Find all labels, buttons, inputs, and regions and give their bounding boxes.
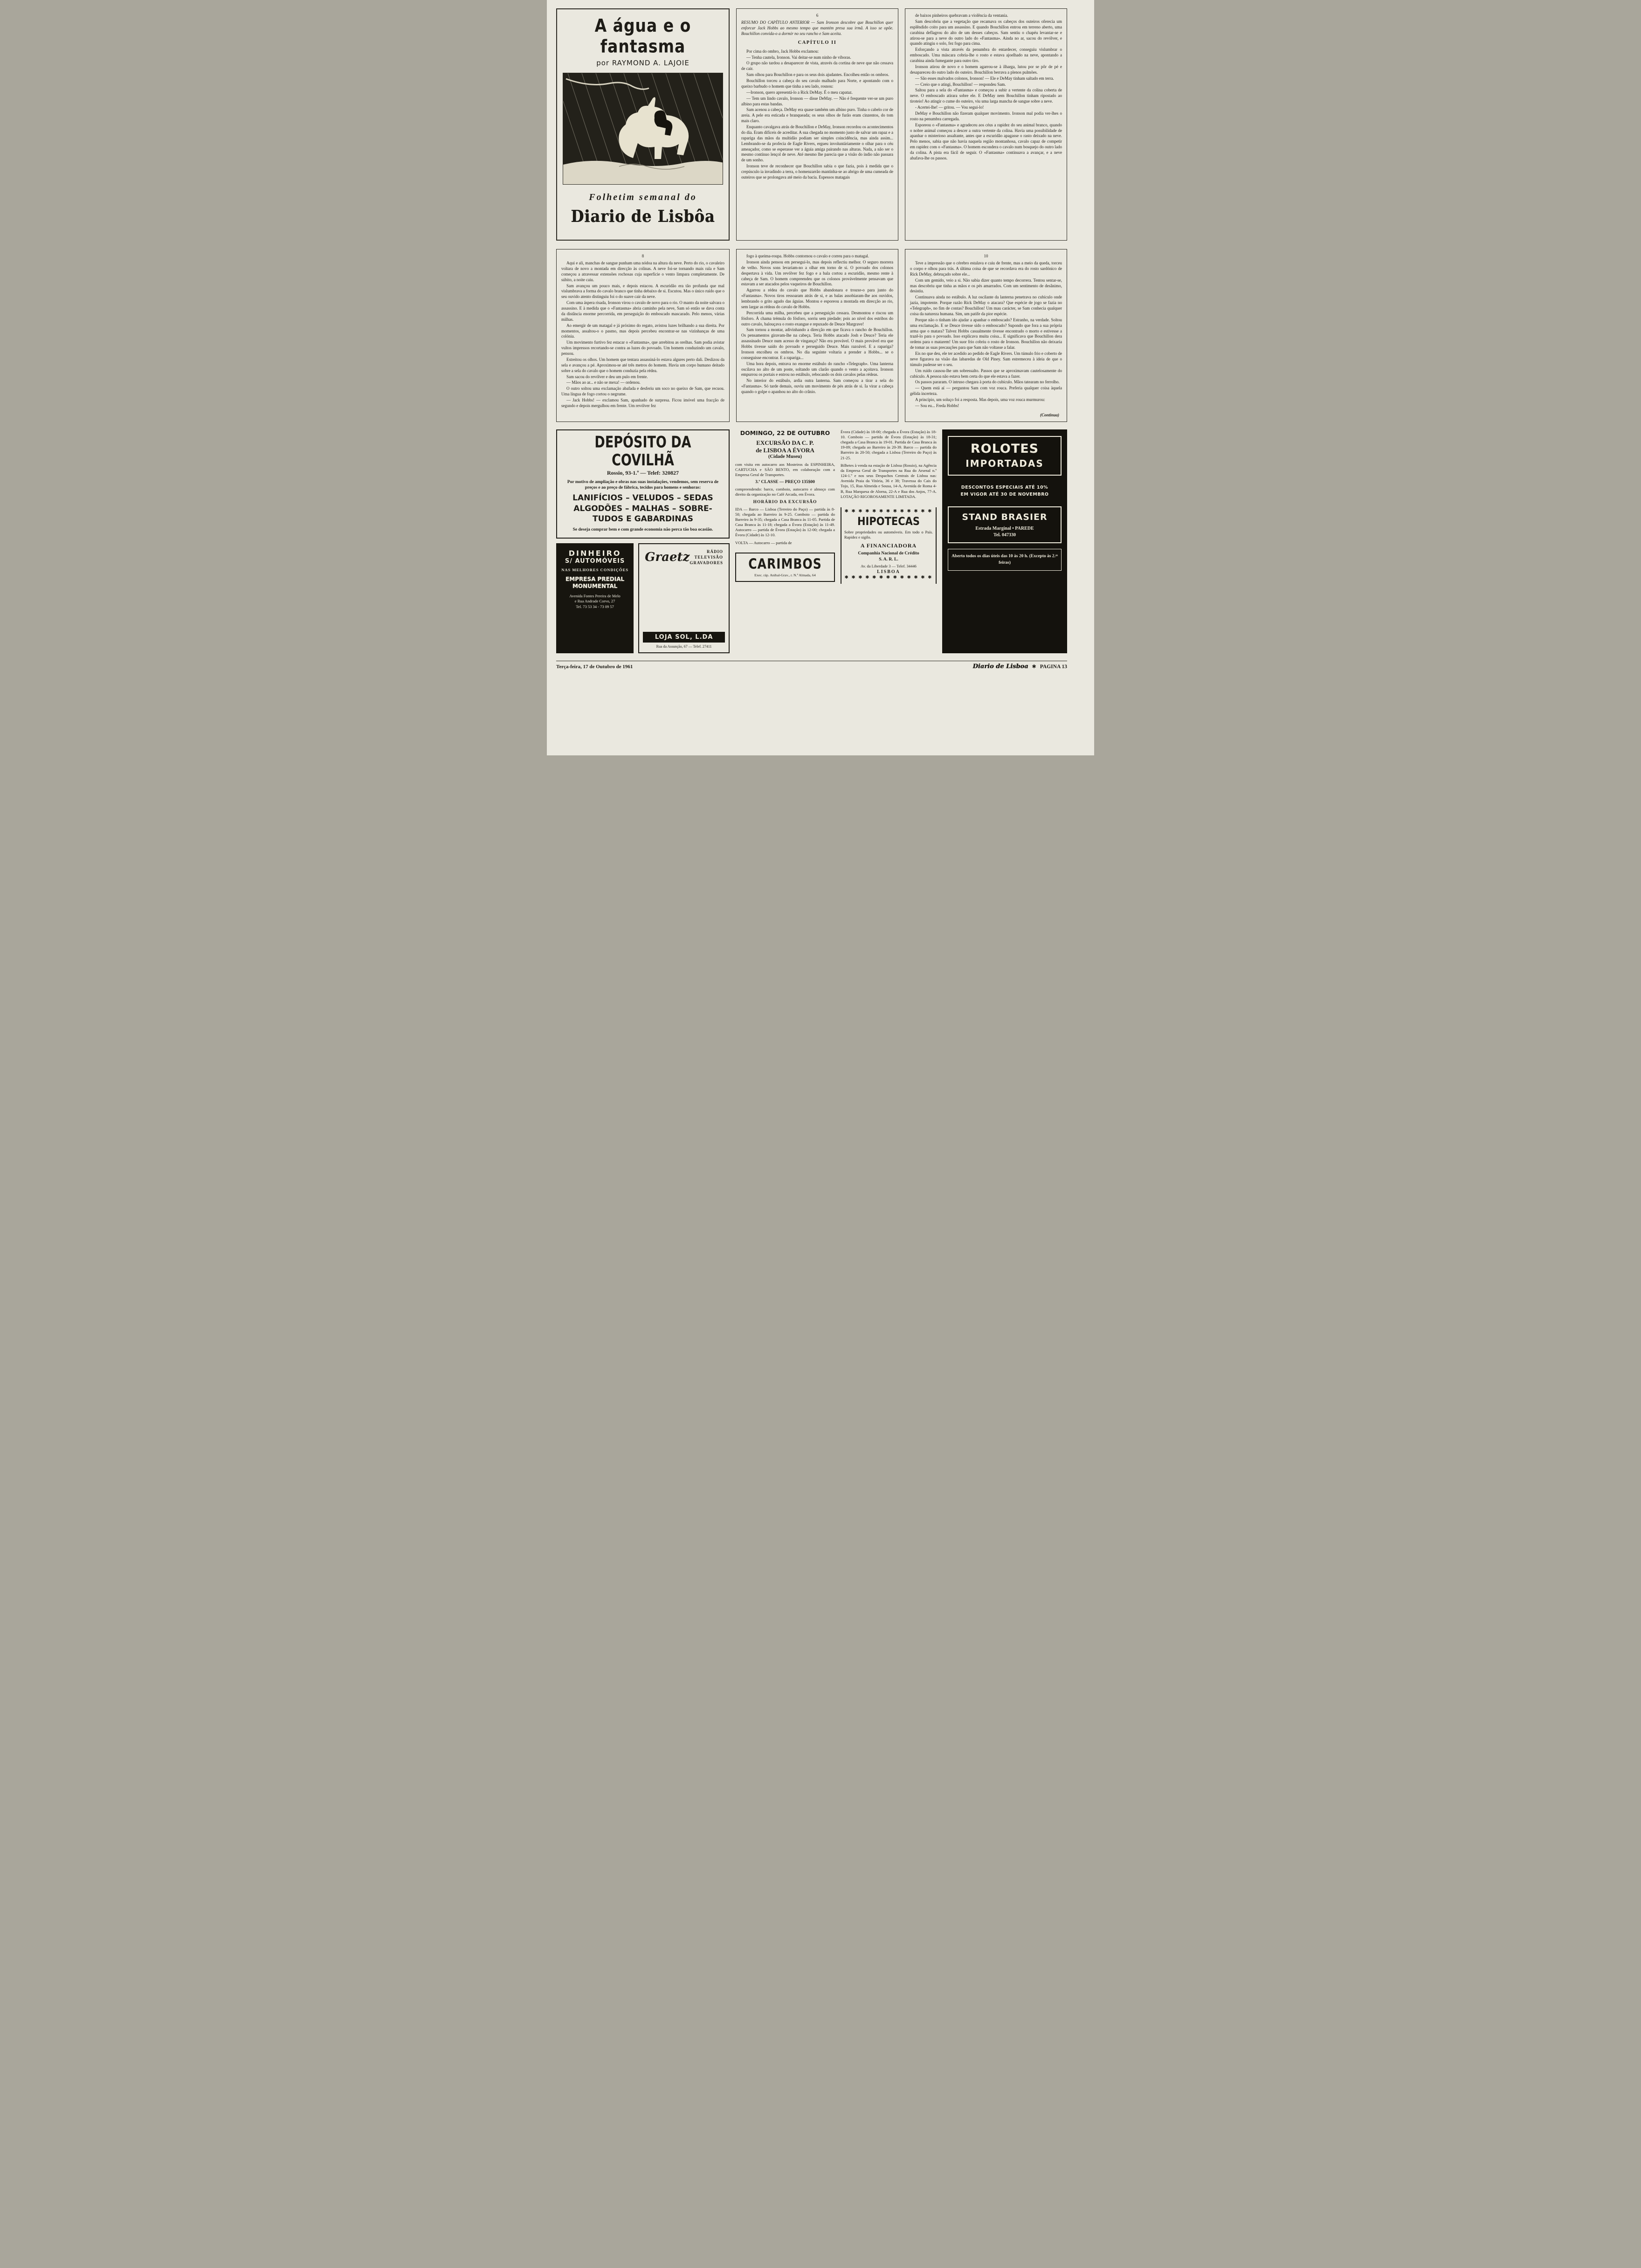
paragraph: Ironson ainda pensou em persegui-lo, mas depois reflectiu melhor. O seguro morrera de velho. Novos sons levariam-no a olhar em torno de si. O povoado dos colonos despertava à vida. Um revólver fez fogo e a bala cortou a escuridão, mesmo rente à cabeça de Sam. O homem compreendeu que os colonos provávelmente pensavam que estavam a ser atacados pelos vaqueiros de Bouchillon. xyxy=(741,259,893,287)
paragraph: — Jack Hobbs! — exclamou Sam, apanhado de surpresa. Ficou imóvel uma fracção de segundo e depois mergulhou em frente. Um revólver fez xyxy=(561,398,724,408)
ad-hipotecas-title: HIPOTECAS xyxy=(857,515,920,528)
ad-rolotes-body xyxy=(948,480,1062,502)
ad-covilha-footer: Se deseja comprar bem e com grande economia não perca tão boa ocasião. xyxy=(572,527,713,532)
paragraph: Eis no que deu, ele ter acedido ao pedido de Eagle Rivers. Um túmulo frio e coberto de neve figurava na visão das labaredas de Old Piney. Sam estremeceu à ideia de que o túmulo pudesse ser o seu. xyxy=(910,351,1062,367)
ad-hipotecas-company2: S. A. R. L. xyxy=(879,557,898,562)
ads-left-subrow xyxy=(556,543,730,653)
ad-excursion-column-1 xyxy=(735,429,835,653)
ad-hipotecas-financiadora: A FINANCIADORA xyxy=(860,542,917,549)
story-column-3 xyxy=(556,249,730,422)
paragraph: No interior do estábulo, ardia outra lanterna. Sam começou a tirar a sela do «Fantasma». Só tarde demais, ouviu um movimento de pés atrás de si. Ia virar a cabeça quando o golpe o apanhou no alto do crânio. xyxy=(741,378,893,394)
ad-carimbos xyxy=(735,553,835,582)
ad-covilha-products xyxy=(563,493,723,524)
paragraph: LANIFÍCIOS – VELUDOS – SEDAS xyxy=(572,493,713,503)
ad-excursion-tickets: Bilhetes à venda na estação de Lisboa (Rossio), na Agência da Empresa Geral de Transportes na Rua do Arsenal n.º 124-1.º e nos seus Despachos Centrais de Lisboa nas: Avenida Praia da Vitória, 36 e 38; Travessa do Cais do Tojo, 15, Rua Almeida e Sousa, 14-A, Avenida de Roma 4-B, Rua Marquesa de Alorna, 22-A e Rua dos Anjos, 77-A. LOTAÇÃO RIGOROSAMENTE LIMITADA. xyxy=(841,463,937,499)
column-page-number: 10 xyxy=(984,254,988,258)
paragraph: — Mãos ao ar... e não se mexa! — ordenou. xyxy=(566,380,641,385)
ad-dark-strip xyxy=(942,429,1067,653)
star-icon: ✱ xyxy=(1032,664,1036,670)
paragraph: A princípio, um soluço foi a resposta. Mas depois, uma voz rouca murmurou: xyxy=(915,397,1045,402)
paragraph: Porque não o tinham ido ajudar a apanhar o emboscado? Estranho, na verdade. Soltou uma exclamação. E se Deuce tivesse sido o emboscado? Supondo que fora a sua própria arma que o matara? Talvez Hobbs casualmente tivesse encontrado o morto e estivesse a trazê-lo para o povoado. Isso explicava muita coisa... E significava que Bouchillon dera ordens para o matarem! Um suor frio cobriu o rosto de Ironson. Bouchillon não deixaria de tomar as suas precauções para que Sam não voltasse a falar. xyxy=(910,317,1062,350)
ad-brasier-hours: Aberto todos os dias úteis das 10 às 20 h. (Excepto às 2.ᵃˢ feiras) xyxy=(948,549,1062,571)
ads-left-column xyxy=(556,429,730,653)
ad-hipotecas-body: Sobre propriedades ou automóveis. Em todo o País. Rapidez e sigilo. xyxy=(844,529,933,540)
ad-graetz-header xyxy=(643,548,725,567)
ad-excursion-title1: EXCURSÃO DA C. P. xyxy=(756,439,814,446)
ad-dinheiro-tel: Tel. 73 53 34 - 73 09 57 xyxy=(576,604,614,609)
ad-carimbos-line: Exec. ráp. Anibal-Grav., r. N.ª Almada, 64 xyxy=(754,573,816,577)
paragraph: Estreitou os olhos. Um homem que tentara assassiná-lo estava algures perto dali. Deslizou da sela e avançou a pé. Aproximou-se até três metros do homem. Havia um corpo humano deitado sobre a sela do cavalo que o homem conduzia pela rédea. xyxy=(561,357,724,373)
ad-dinheiro-address1: Avenida Fontes Pereira de Melo xyxy=(569,593,621,598)
ad-hipotecas xyxy=(841,507,937,584)
paragraph: Enquanto cavalgava atrás de Bouchillon e DeMay, Ironson recordou os acontecimentos do dia. Eram difíceis de acreditar. A sua chegada no momento justo de salvar um rapaz e a rapariga das mãos da multidão podiam ser simples coincidência, mas ainda assim... Lembrando-se da profecia de Eagle Rivers, ergueu involuntáriamente o olhar para o céu ameaçador, como se esperasse ver a águia amiga pairando nas alturas. Nada, a não ser o mesmo contínuo lençol de neve. Até mesmo lhe parecia que a visão do índio não passara de um sonho. xyxy=(741,124,893,163)
paragraph: Aqui e ali, manchas de sangue punham uma nódoa na altura da neve. Perto do rio, o cavaleiro voltara de novo a montada em direcção às colinas. A neve foi-se tornando mais rala e Sam começou a atravessar extensões rochosas cuja superfície o vento limpara completamente. De súbito, a noite caiu. xyxy=(561,261,724,282)
paragraph: Um ruído causou-lhe um sobressalto. Passos que se aproximavam cautelosamente do cubículo. A pessoa não estava bem certa do que ele estava a fazer. xyxy=(910,368,1062,379)
story-column-1 xyxy=(736,8,898,241)
paragraph: Sam avançou um pouco mais, e depois estacou. A escuridão era tão profunda que mal vislumbrava a forma do cavalo branco que tinha debaixo de si. Escutou. Mas o único ruído que o seu ouvido atento distinguiu foi o do suave cair da neve. xyxy=(561,283,724,299)
ad-covilha-title: DEPÓSITO DA COVILHÃ xyxy=(594,433,691,470)
ad-dinheiro-address2: e Rua Andrade Corvo, 27 xyxy=(574,599,615,604)
paragraph: — São esses malvados colonos, Ironson! — Ele e DeMay tinham saltado em terra. xyxy=(915,76,1054,81)
paragraph: Percorrida uma milha, percebeu que a perseguição cessara. Desmontou e riscou um fósforo. À chama trémula do fósforo, sorriu sem piedade; pois ao nível dos estribos do outro cavalo, balouçava o rosto exangue e repuxado de Deuce Margrave! xyxy=(741,310,893,326)
ad-hipotecas-company1: Companhia Nacional de Crédito xyxy=(858,551,919,556)
paragraph: Os passos pararam. O intruso chegara à porta do cubículo. Mãos tatearam no ferrolho. xyxy=(915,380,1060,385)
paragraph: Sam descobriu que a vegetação que recamava os cabeços dos outeiros oferecia um esplêndido coito para um assassino. E quando Bouchillon entrou em terreno aberto, uma carabina deflagrou do alto de um desses cabeços. Sam sentiu o chapéu levantar-se e atirou-se para a neve do outro lado do «Fantasma». Ainda no ar, sacou do revólver, e quando atingiu o solo, fez fogo para cima. xyxy=(910,19,1062,46)
page-footer xyxy=(556,661,1067,670)
ad-rolotes-validity: EM VIGOR ATÉ 30 DE NOVEMBRO xyxy=(960,491,1049,497)
paragraph: de baixos pinheiros quebravam a violência da ventania. xyxy=(915,13,1008,18)
ad-hipotecas-city: LISBOA xyxy=(877,569,900,575)
paragraph: fogo à queima-roupa. Hobbs contornou o cavalo e correu para o matagal. xyxy=(746,254,869,258)
ad-brasier-tel: Tel. 047330 xyxy=(993,532,1016,538)
ads-right-column xyxy=(942,429,1067,653)
ad-excursion-heading: DOMINGO, 22 DE OUTUBRO xyxy=(740,429,830,436)
chapter-heading: CAPÍTULO II xyxy=(798,40,837,45)
ad-deposito-covilha xyxy=(556,429,730,539)
ad-graetz-products xyxy=(689,549,723,566)
story-text xyxy=(910,261,1062,409)
footer-paper-name: Diario de Lisboa xyxy=(972,663,1028,670)
ad-graetz-line1: RÁDIO xyxy=(706,549,723,554)
paragraph: Ironson atirou de novo e o homem agarrou-se à ilharga, lutou por se pôr de pé e desapareceu do outro lado do outeiro. Bouchillon berrava a plenos pulmões. xyxy=(910,64,1062,75)
ad-rolotes-title: ROLOTES xyxy=(948,436,1062,457)
footer-page-number: PAGINA 13 xyxy=(1040,664,1067,670)
ad-carimbos-title: CARIMBOS xyxy=(748,555,822,572)
paragraph: Sam sacou do revólver e deu um pulo em frente. xyxy=(566,374,648,379)
paragraph: Saltou para a sela do «Fantasma» e começou a subir a vertente da colina coberta de neve. O emboscado atirara sobre ele. E DeMay nem Bouchillon tinham ripostado ao tiroteio! Ao atingir o cume do outeiro, viu uma larga mancha de sangue sobre a neve. xyxy=(910,88,1062,104)
ad-excursion-title3: (Cidade Museu) xyxy=(768,454,802,459)
serial-masthead xyxy=(556,8,730,241)
ad-graetz xyxy=(638,543,730,653)
story-text xyxy=(741,49,893,180)
ad-excursion-volta-start: VOLTA — Autocarro — partida de xyxy=(735,540,792,545)
woodcut-illustration-svg xyxy=(563,73,723,185)
ad-covilha-body: Por motivo de ampliação e obras nas suas instalações, vendemos, sem reserva de preços e ao preço de fábrica, tecidos para homens e senhoras: xyxy=(567,479,719,491)
paragraph: — Sou eu... Freda Hobbs! xyxy=(915,403,959,408)
ad-graetz-line2: TELEVISÃO xyxy=(694,554,723,560)
story-illustration xyxy=(563,73,723,185)
ad-covilha-address: Rossio, 93-1.º — Telef: 320827 xyxy=(607,469,679,476)
asterisk-border-bottom: ✱ ✱ ✱ ✱ ✱ ✱ ✱ ✱ ✱ ✱ ✱ ✱ ✱ xyxy=(844,575,933,581)
ad-graetz-address: Rua da Assunção, 67 — Telef. 27411 xyxy=(656,644,712,649)
top-row xyxy=(556,8,1067,241)
paragraph: —Ironson, quero apresentá-lo a Rick DeMay. É o meu capataz. xyxy=(746,90,853,95)
ad-graetz-shop: LOJA SOL, L.DA xyxy=(643,632,725,643)
story-text xyxy=(561,261,724,409)
paragraph: Sam olhou para Bouchillon e para os seus dois ajudantes. Encolheu então os ombros. xyxy=(746,72,889,77)
paragraph: ALGODÕES – MALHAS – SOBRE- xyxy=(573,504,712,513)
ad-excursion-ida: IDA — Barco — Lisboa (Terreiro do Paço) — partida às 8-50; chegada ao Barreiro às 9-25. Comboio — partida do Barreiro às 9-35; chegada a Casa Branca às 11-05. Partida de Casa Branca às 11-18; chegada a Évora (Estação) às 11-49. Autocarro — partida de Évora (Estação) às 12-00; chegada a Évora (Cidade) às 12-10. xyxy=(735,506,835,538)
ad-dinheiro-automoveis xyxy=(556,543,634,653)
paragraph: Esporeou o «Fantasma» e agradeceu aos céus a rapidez do seu animal branco, quando o nobre animal começou a descer a outra vertente da colina. Havia uma possibilidade de apanhar o misterioso assaltante, antes que a escuridão apagasse o rasto deixado na neve. Pelo menos, sabia que não havia naquela região montanhosa, cavalo capaz de competir em rapidez com o «Fantasma». O homem escondera o cavalo num bosquejo do outro lado da colina. A pista era fácil de seguir. O «Fantasma» continuava a avançar, e a neve abafava-lhe os passos. xyxy=(910,122,1062,160)
paragraph: Esforçando a vista através da penumbra do entardecer, conseguiu vislumbrar o emboscado. Uma máscara cobria-lhe o rosto e estava ajoelhado na neve, apontando a carabina ainda fumegante para outro tiro. xyxy=(910,47,1062,63)
ad-excursion-schedule-heading: HORÁRIO DA EXCURSÃO xyxy=(753,499,817,505)
serial-tagline: Folhetim semanal do xyxy=(589,192,697,202)
paragraph: O outro soltou uma exclamação abafada e desferiu um soco no queixo de Sam, que recuou. Uma língua de fogo cortou o negrume. xyxy=(561,386,724,397)
ad-excursion-intro: com visita em autocarro aos Mosteiros da ESPINHEIRA, CARTUCHA e SÃO BENTO, em colaboração com a Empresa Geral de Transportes. xyxy=(735,462,835,477)
paragraph: Sam tornou a montar, adivinhando a direcção em que ficava o rancho de Bouchillon. Os pensamentos giravam-lhe na cabeça. Teria Hobbs atacado Josh e Deuce? Teria ele assassinado Deuce num acesso de vingança? Não era provável. O mais provável era que Hobbs tivesse saído do povoado e perseguido Deuce. Mais razoável. E a rapariga? Ironson encolheu os ombros. No dia seguinte voltaria a prender a Hobbs... se o conseguisse encontrar. E a rapariga... xyxy=(741,327,893,360)
ad-brasier-address: Estrada Marginal • PAREDE xyxy=(975,526,1034,532)
advertisements-row xyxy=(556,429,1067,653)
ad-rolotes-discount: DESCONTOS ESPECIAIS ATÉ 10% xyxy=(961,484,1048,490)
story-text xyxy=(910,13,1062,161)
serial-title: A água e o fantasma xyxy=(594,15,691,57)
to-be-continued: (Continua) xyxy=(1040,412,1059,417)
paragraph: — Creio que o atingi, Bouchillon! — respondeu Sam. xyxy=(915,82,1006,87)
story-column-2 xyxy=(905,8,1067,241)
paragraph: DeMay e Bouchillon não fizeram qualquer movimento. Ironson mal podia ver-lhes o rosto na penumbra carregada. xyxy=(910,111,1062,121)
ad-dinheiro-line2: S/ AUTOMÓVEIS xyxy=(565,557,625,565)
paragraph: Agarrou a rédea do cavalo que Hobbs abandonara e trouxe-o para junto do «Fantasma». Novos tiros ressoaram atrás de si, e as balas assobiaram-lhe aos ouvidos, lembrando o grito agudo das águias. Montou e esporeou a montada em direcção ao rio, sem largar as rédeas do cavalo de Hobbs. xyxy=(741,288,893,309)
newspaper-page xyxy=(547,0,1094,755)
ad-excursion-includes: compreendendo: barco, comboio, autocarro e almoço com direito da organização no Café Arcada, em Évora. xyxy=(735,487,835,497)
paragraph: — Tem um lindo cavalo, Ironson — disse DeMay. — Não é frequente ver-se um puro albino para estas bandas. xyxy=(741,96,893,106)
paragraph: Continuava ainda no estábulo. A luz oscilante da lanterna penetrava no cubículo onde jazia, impotente. Porque razão Rick DeMay o atacara? Que espécie de jogo se fazia no «Telegraph», no fim de contas? Bouchillon! Um mau carácter, se Sam conhecia qualquer coisa da natureza humana. Sim, um patife da pior espécie. xyxy=(910,295,1062,316)
paragraph: Teve a impressão que o cérebro estalava e caiu de frente, mas a meio da queda, torceu o corpo e olhou para trás. A última coisa de que se recordava era do rosto sardónico de Rick DeMay, debruçado sobre ele... xyxy=(910,261,1062,277)
paragraph: Sam acenou a cabeça. DeMay era quase também um albino puro. Tinha o cabelo cor de areia. A pele era esticada e branqueada; os seus olhos de furão eram cinzentos, do tom mais claro. xyxy=(741,107,893,124)
ad-graetz-line3: GRAVADORES xyxy=(689,560,723,565)
ad-excursion-class-price: 3.ª CLASSE — PREÇO 135$00 xyxy=(755,480,815,485)
paragraph: Com uma áspera risada, Ironson virou o cavalo de novo para o rio. O manto da noite salvara o assassino. E à medida que o «Fantasma» abria caminho pela neve, Sam só então se dava conta da distância enorme percorrida, em perseguição do emboscado mascarado. Pelo menos, várias milhas. xyxy=(561,300,724,322)
paragraph: Ironson teve de reconhecer que Bouchillon sabia o que fazia, pois à medida que o crepúsculo ia invadindo a terra, o homenzarrão mantinha-se ao abrigo de uma cumeada de outeiros que se prolongava até meio da bacia. Espessos matagais xyxy=(741,164,893,180)
ad-rolotes-subtitle: IMPORTADAS xyxy=(948,457,1062,476)
paragraph: — Tenha cautela, Ironson. Vai deitar-se num ninho de víboras. xyxy=(746,55,851,60)
column-page-number: 6 xyxy=(816,13,819,18)
footer-right xyxy=(972,663,1067,670)
paragraph: Com um gemido, veio a si. Não sabia dizer quanto tempo decorrera. Tentou sentar-se, mas descobriu que tinha as mãos e os pés amarrados. Com um sentimento de desânimo, desistiu. xyxy=(910,277,1062,294)
story-text xyxy=(741,254,893,395)
paragraph: Um movimento furtivo fez estacar o «Fantasma», que arrebitou as orelhas. Sam podia avistar vultos impressos recortando-se contra as luzes do povoado. Um homem conduzindo um cavalo, pensou. xyxy=(561,340,724,356)
story-column-4 xyxy=(736,249,898,422)
ad-dinheiro-line3: NAS MELHORES CONDIÇÕES xyxy=(561,567,629,572)
story-column-5 xyxy=(905,249,1067,422)
ad-excursion-title2: de LISBOA A ÉVORA xyxy=(756,446,814,454)
paragraph: Por cima do ombro, Jack Hobbs exclamou: xyxy=(746,48,819,54)
paragraph: Ao emergir de um matagal e já próximo do regato, avistou luzes brilhando a sua direita. Por momentos, assaltou-o o pasmo, mas depois percebeu encontrar-se nas vizinhanças de uma colónia. xyxy=(561,323,724,339)
paragraph: - Acertei-lhe! — gritou. — Vou segui-lo! xyxy=(915,105,984,110)
newspaper-logo: Diario de Lisbôa xyxy=(571,207,715,226)
ad-graetz-brand: Graetz xyxy=(645,550,690,564)
ad-hipotecas-address: Av. da Liberdade 3 — Telef. 34446 xyxy=(861,564,917,569)
ad-excursion-column-2 xyxy=(841,429,937,653)
footer-date: Terça-feira, 17 de Outubro de 1961 xyxy=(556,664,633,670)
paragraph: Uma hora depois, entrava no enorme estábulo do rancho «Telegraph». Uma lanterna oscilava no alto de um poste, soltando um clarão quando o vento a açoitava. Ironson empurrou os portais e entrou no estábulo, rebocando os dois cavalos pelas rédeas. xyxy=(741,361,893,377)
ad-dinheiro-line1: DINHEIRO xyxy=(568,548,621,558)
ad-stand-brasier xyxy=(948,506,1062,543)
middle-row xyxy=(556,249,1067,422)
paragraph: Bouchillon torceu a cabeça do seu cavalo malhado para Norte, e apontando com o queixo barbudo o homem que tinha a seu lado, rosnou: xyxy=(741,78,893,89)
chapter-summary: RESUMO DO CAPÍTULO ANTERIOR — Sam Ironson descobre que Bouchillon quer enforcar Jack Hobbs ao mesmo tempo que mantém presa sua irmã. A isso se opõe. Bouchillon convida-o a dormir no seu rancho e Sam aceita. xyxy=(741,20,893,36)
paragraph: O grupo não tardou a desaparecer de vista, através da cortina de neve que não cessava de cair. xyxy=(741,61,893,71)
paragraph: TUDOS E GABARDINAS xyxy=(592,514,694,524)
ad-excursion-volta-continuation: Évora (Cidade) às 18-00; chegada a Évora (Estação) às 18-10. Comboio — partida de Évora (Estação) às 18-31; chegada a Casa Branca às 19-01. Partida de Casa Branca às 19-09; chegada ao Barreiro às 20-39. Barco — partida do Barreiro às 20-50; chegada a Lisboa (Terreiro do Paço) às 21-25. xyxy=(841,429,937,460)
serial-byline: por RAYMOND A. LAJOIE xyxy=(596,59,689,67)
ad-dinheiro-company: EMPRESA PREDIAL MONUMENTAL xyxy=(565,575,625,589)
paragraph: — Quem está aí — perguntou Sam com voz rouca. Preferia qualquer coisa àquela gélida incerteza. xyxy=(910,386,1062,396)
column-page-number: 8 xyxy=(641,254,644,258)
asterisk-border-top: ✱ ✱ ✱ ✱ ✱ ✱ ✱ ✱ ✱ ✱ ✱ ✱ ✱ xyxy=(844,509,933,514)
ad-brasier-title: STAND BRASIER xyxy=(962,512,1048,523)
